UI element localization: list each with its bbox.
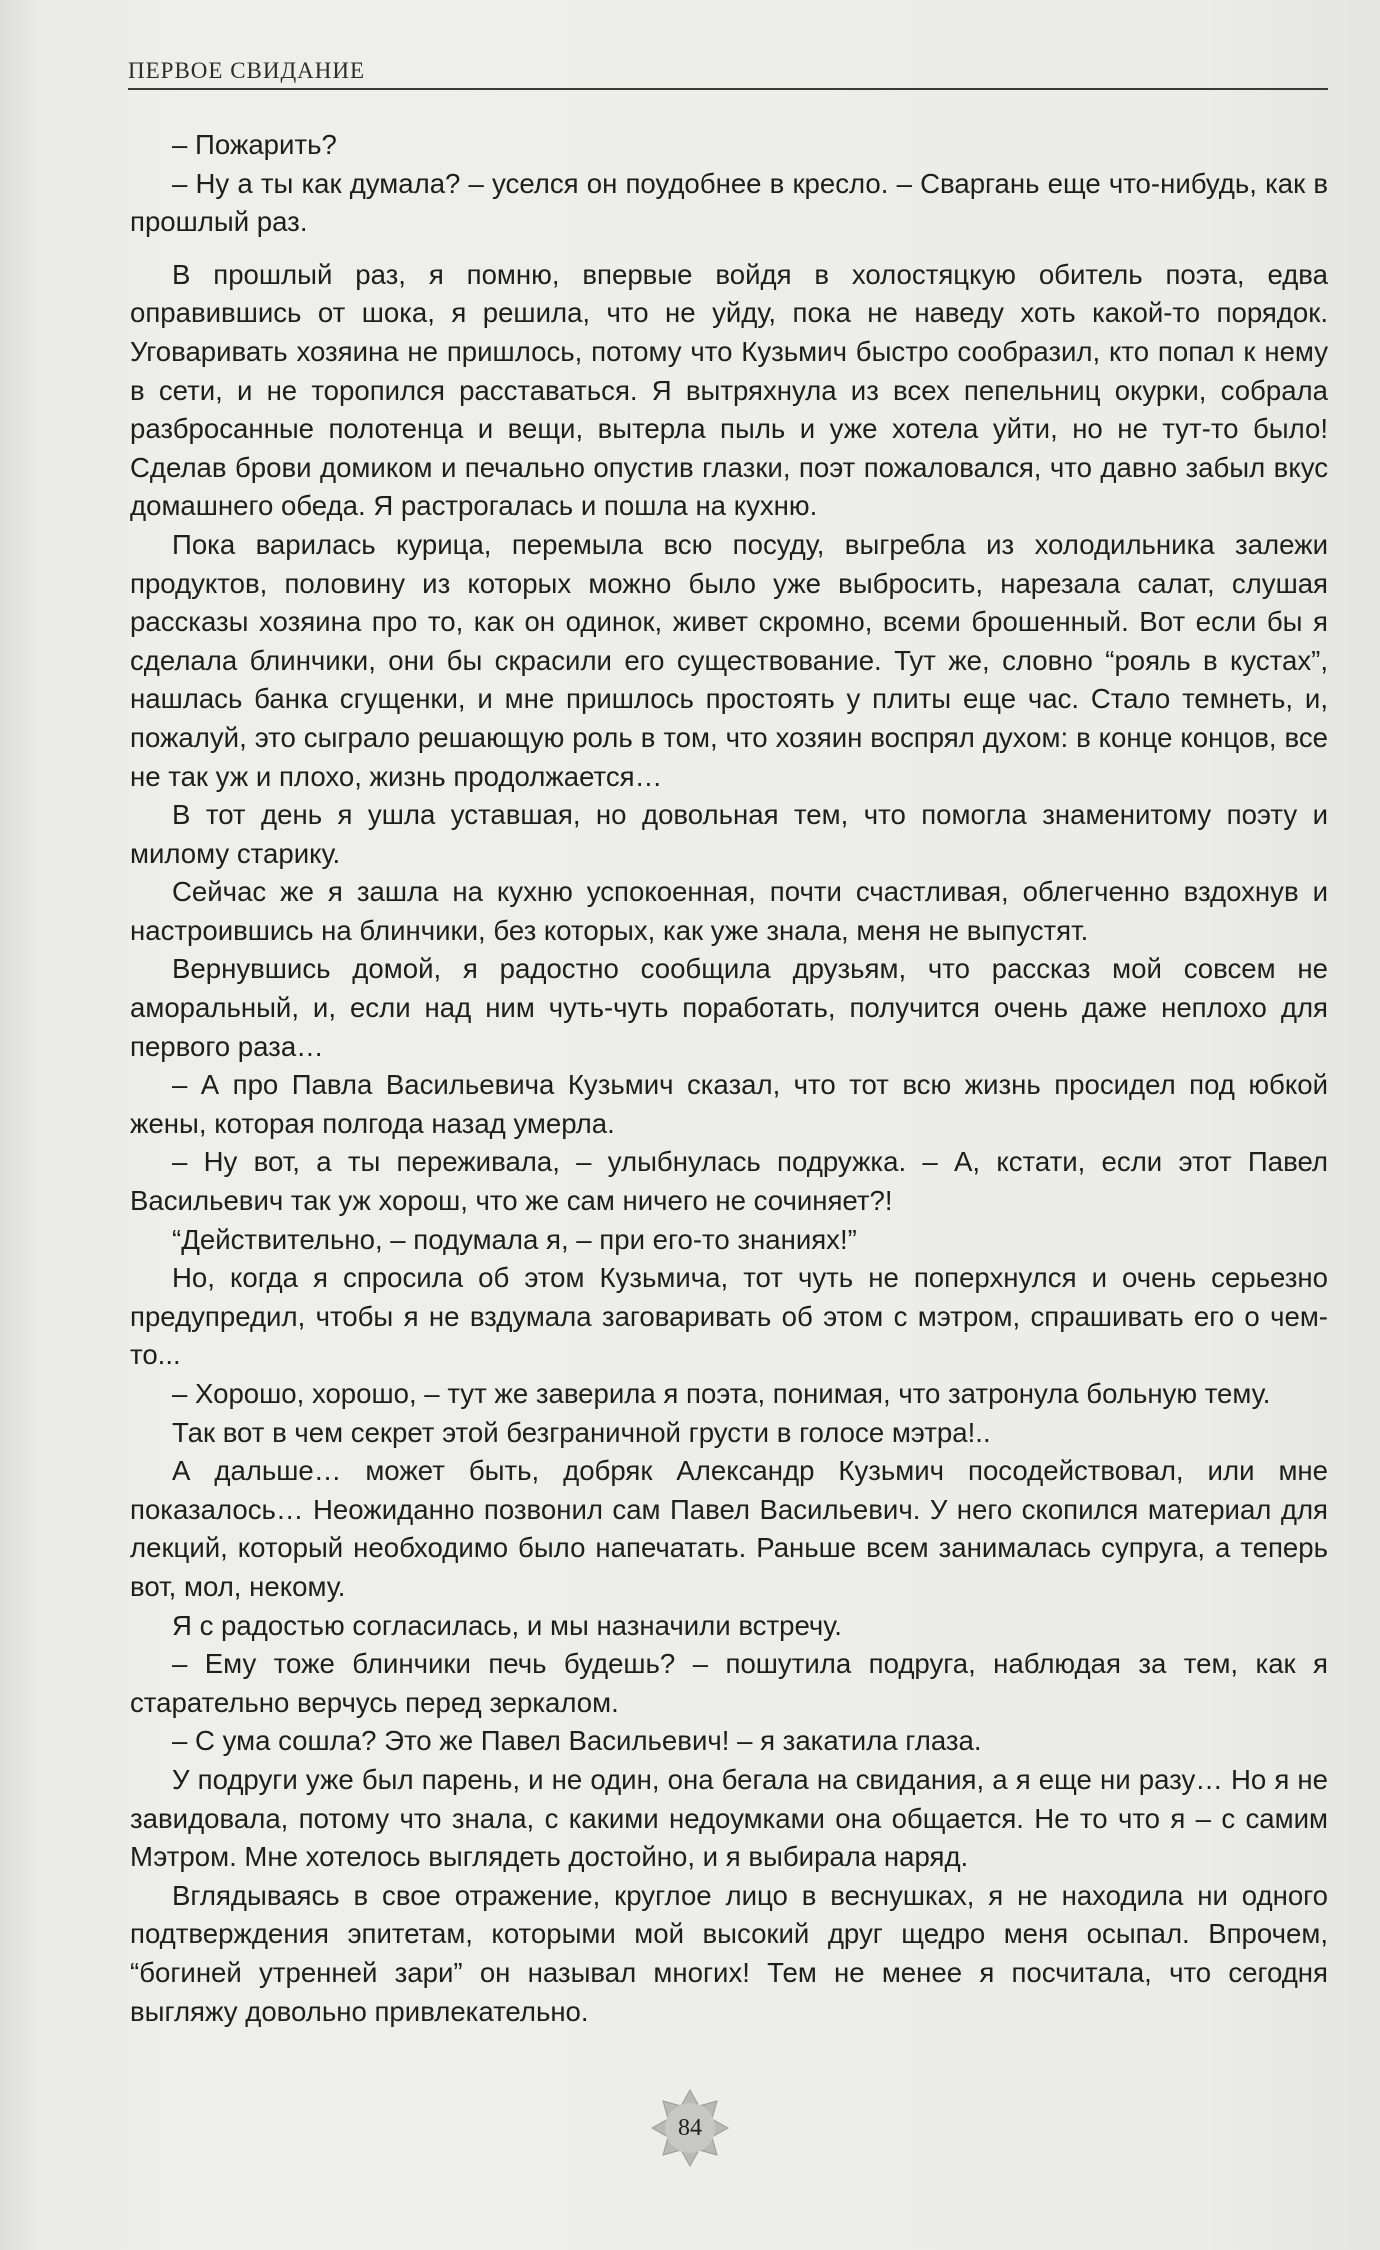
paragraph: Вернувшись домой, я радостно сообщила друзьям, что рассказ мой совсем не аморальный, и, если над ним чуть-чуть поработать, получится очень даже неплохо для первого раза… bbox=[130, 953, 1328, 1062]
paragraph: Но, когда я спросила об этом Кузьмича, тот чуть не поперхнулся и очень серьезно предупредил, чтобы я не вздумала заговаривать об этом с мэтром, спрашивать его о чем-то... bbox=[130, 1262, 1328, 1371]
paragraph: Так вот в чем секрет этой безграничной грусти в голосе мэтра!.. bbox=[172, 1416, 991, 1448]
paragraph: В тот день я ушла уставшая, но довольная тем, что помогла знаменитому поэту и милому старику. bbox=[130, 799, 1328, 869]
body-text bbox=[130, 126, 1328, 2031]
page-number: 84 bbox=[678, 2115, 702, 2141]
paragraph: Пока варилась курица, перемыла всю посуду, выгребла из холодильника залежи продуктов, половину из которых можно было уже выбросить, нарезала салат, слушая рассказы хозяина про то, как он одинок, живет скромно, всеми брошенный. Вот если бы я сделала блинчики, они бы скрасили его существование. Тут же, словно “рояль в кустах”, нашлась банка сгущенки, и мне пришлось простоять у плиты еще час. Стало темнеть, и, пожалуй, это сыграло решающую роль в том, что хозяин воспрял духом: в конце концов, все не так уж и плохо, жизнь продолжается… bbox=[130, 528, 1328, 792]
paragraph: – Ну вот, а ты переживала, – улыбнулась подружка. – А, кстати, если этот Павел Васильевич так уж хорош, что же сам ничего не сочиняет?! bbox=[130, 1146, 1328, 1217]
paragraph: Вглядываясь в свое отражение, круглое лицо в веснушках, я не находила ни одного подтверждения эпитетам, которыми мой высокий друг щедро меня осыпал. Впрочем, “богиней утренней зари” он называл многих! Тем не менее я посчитала, что сегодня выгляжу довольно привлекательно. bbox=[130, 1879, 1328, 2027]
running-head-title: ПЕРВОЕ СВИДАНИЕ bbox=[128, 58, 366, 83]
paragraph: – С ума сошла? Это же Павел Васильевич! – я закатила глаза. bbox=[172, 1725, 982, 1757]
paragraph: – Ему тоже блинчики печь будешь? – пошутила подруга, наблюдая за тем, как я старательно верчусь перед зеркалом. bbox=[130, 1648, 1328, 1718]
paragraph: – А про Павла Васильевича Кузьмич сказал, что тот всю жизнь просидел под юбкой жены, которая полгода назад умерла. bbox=[130, 1069, 1328, 1139]
page-number-badge bbox=[650, 2088, 730, 2168]
paragraph: У подруги уже был парень, и не один, она бегала на свидания, а я еще ни разу… Но я не завидовала, потому что знала, с какими недоумками она общается. Не то что я – с самим Мэтром. Мне хотелось выглядеть достойно, и я выбирала наряд. bbox=[130, 1763, 1328, 1873]
paragraph: – Пожарить? bbox=[172, 129, 337, 160]
header-rule bbox=[128, 88, 1328, 90]
paragraph: А дальше… может быть, добряк Александр Кузьмич посодействовал, или мне показалось… Неожиданно позвонил сам Павел Васильевич. У него скопился материал для лекций, который необходимо было напечатать. Раньше всем занималась супруга, а теперь вот, мол, некому. bbox=[130, 1455, 1328, 1602]
paragraph: Сейчас же я зашла на кухню успокоенная, почти счастливая, облегченно вздохнув и настроившись на блинчики, без которых, как уже знала, меня не выпустят. bbox=[130, 876, 1328, 946]
paragraph: “Действительно, – подумала я, – при его-то знаниях!” bbox=[172, 1223, 857, 1255]
paragraph: Я с радостью согласилась, и мы назначили встречу. bbox=[172, 1609, 842, 1641]
paragraph: В прошлый раз, я помню, впервые войдя в холостяцкую обитель поэта, едва оправившись от шока, я решила, что не уйду, пока не наведу хоть какой-то порядок. Уговаривать хозяина не пришлось, потому что Кузьмич быстро сообразил, кто попал к нему в сети, и не торопился расставаться. Я вытряхнула из всех пепельниц окурки, собрала разбросанные полотенца и вещи, вытерла пыль и уже хотела уйти, но не тут-то было! Сделав брови домиком и печально опустив глазки, поэт пожаловался, что давно забыл вкус домашнего обеда. Я растрогалась и пошла на кухню. bbox=[130, 258, 1328, 522]
paragraph: – Хорошо, хорошо, – тут же заверила я поэта, понимая, что затронула больную тему. bbox=[172, 1378, 1271, 1409]
paragraph: – Ну а ты как думала? – уселся он поудобнее в кресло. – Сваргань еще что-нибудь, как в прошлый раз. bbox=[130, 167, 1328, 238]
